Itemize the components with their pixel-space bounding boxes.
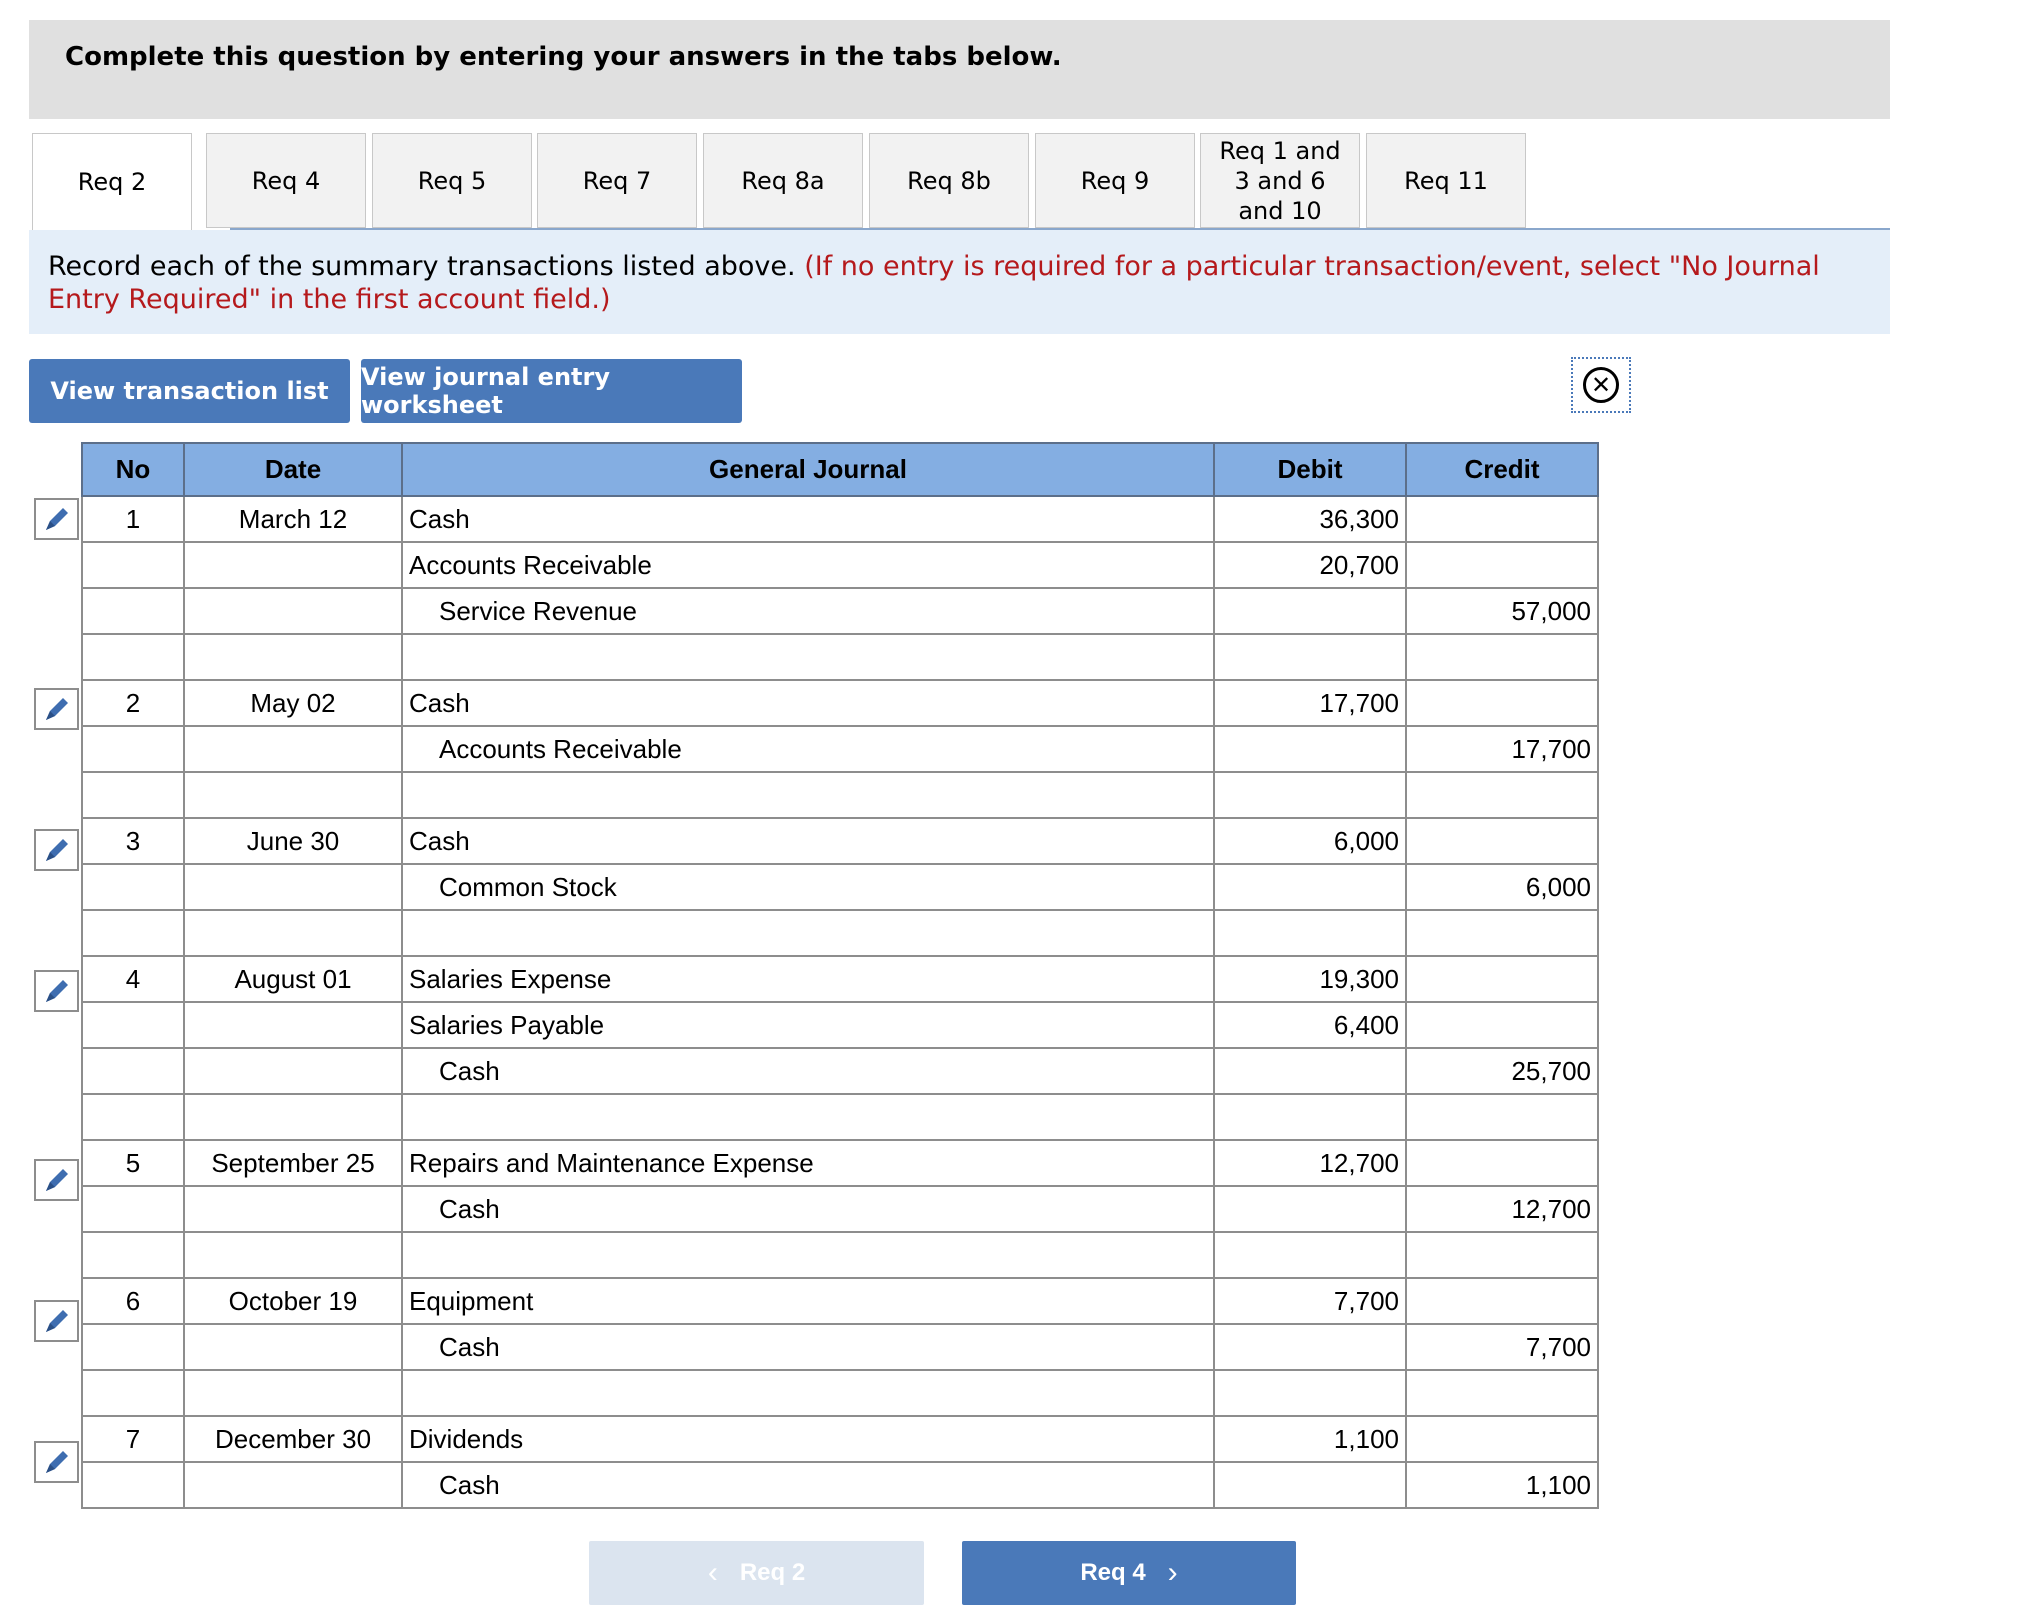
next-req-button[interactable] (962, 1541, 1296, 1605)
table-row (82, 772, 1598, 818)
edit-entry-4-button[interactable] (34, 970, 79, 1012)
table-row (82, 1324, 1598, 1370)
cell-no (82, 1048, 184, 1094)
cell-debit: 6,400 (1214, 1002, 1406, 1048)
edit-entry-6-button[interactable] (34, 1300, 79, 1342)
cell-date: March 12 (184, 496, 402, 542)
cell-date: August 01 (184, 956, 402, 1002)
edit-entry-5-button[interactable] (34, 1159, 79, 1201)
next-req-label: Req 4 (1080, 1559, 1146, 1586)
cell-account: Cash (402, 680, 1214, 726)
tab-req-1-3-6-10[interactable]: Req 1 and 3 and 6 and 10 (1200, 133, 1360, 228)
cell-date (184, 864, 402, 910)
cell-debit (1214, 1370, 1406, 1416)
table-row (82, 956, 1598, 1002)
cell-credit (1406, 772, 1598, 818)
cell-no: 6 (82, 1278, 184, 1324)
cell-debit (1214, 910, 1406, 956)
cell-date (184, 1094, 402, 1140)
table-row (82, 1186, 1598, 1232)
instructions-text (48, 250, 1878, 316)
instructions-note: (If no entry is required for a particular transaction/event, select "No Journal Entry Required" in the first account field.) (48, 251, 1820, 315)
cell-debit: 20,700 (1214, 542, 1406, 588)
cell-date (184, 1186, 402, 1232)
table-row (82, 1048, 1598, 1094)
edit-entry-2-button[interactable] (34, 688, 79, 730)
cell-credit (1406, 634, 1598, 680)
table-row (82, 542, 1598, 588)
cell-credit (1406, 1094, 1598, 1140)
banner-text: Complete this question by entering your answers in the tabs below. (65, 42, 1062, 72)
cell-debit (1214, 1094, 1406, 1140)
cell-account: Equipment (402, 1278, 1214, 1324)
cell-credit: 1,100 (1406, 1462, 1598, 1508)
cell-no (82, 772, 184, 818)
cell-credit: 17,700 (1406, 726, 1598, 772)
cell-no (82, 864, 184, 910)
cell-date (184, 1370, 402, 1416)
cell-credit (1406, 542, 1598, 588)
cell-account (402, 772, 1214, 818)
question-banner (29, 20, 1890, 119)
cell-no (82, 542, 184, 588)
cell-debit (1214, 726, 1406, 772)
cell-account: Cash (402, 496, 1214, 542)
cell-credit: 6,000 (1406, 864, 1598, 910)
cell-account (402, 1370, 1214, 1416)
cell-account: Common Stock (402, 864, 1214, 910)
table-row (82, 1140, 1598, 1186)
tab-req-8b[interactable]: Req 8b (869, 133, 1029, 228)
cell-debit (1214, 1324, 1406, 1370)
cell-debit: 6,000 (1214, 818, 1406, 864)
table-row (82, 1370, 1598, 1416)
cell-account: Service Revenue (402, 588, 1214, 634)
cell-no (82, 1462, 184, 1508)
cell-date (184, 588, 402, 634)
cell-debit (1214, 864, 1406, 910)
cell-no: 4 (82, 956, 184, 1002)
cell-debit: 36,300 (1214, 496, 1406, 542)
cell-debit: 19,300 (1214, 956, 1406, 1002)
tab-req-2[interactable]: Req 2 (32, 133, 192, 230)
cell-account (402, 634, 1214, 680)
tab-req-8a[interactable]: Req 8a (703, 133, 863, 228)
cell-debit (1214, 1048, 1406, 1094)
cell-debit (1214, 772, 1406, 818)
table-row (82, 634, 1598, 680)
cell-account: Accounts Receivable (402, 542, 1214, 588)
table-row (82, 1232, 1598, 1278)
cell-date (184, 910, 402, 956)
cell-credit: 25,700 (1406, 1048, 1598, 1094)
pencil-icon (42, 694, 72, 724)
cell-credit (1406, 956, 1598, 1002)
cell-debit (1214, 1232, 1406, 1278)
cell-account: Cash (402, 1324, 1214, 1370)
cell-credit: 57,000 (1406, 588, 1598, 634)
cell-no: 5 (82, 1140, 184, 1186)
chevron-left-icon: ‹ (707, 1556, 718, 1589)
general-journal-table (81, 442, 1599, 1509)
table-row (82, 1416, 1598, 1462)
cell-no (82, 1324, 184, 1370)
cell-date (184, 1462, 402, 1508)
cell-no (82, 1094, 184, 1140)
header-no: No (82, 443, 184, 496)
chevron-right-icon: › (1167, 1556, 1178, 1589)
table-row (82, 1462, 1598, 1508)
pencil-icon (42, 976, 72, 1006)
header-debit: Debit (1214, 443, 1406, 496)
cell-credit (1406, 1416, 1598, 1462)
table-row (82, 1094, 1598, 1140)
cell-date (184, 772, 402, 818)
cell-date: October 19 (184, 1278, 402, 1324)
cell-credit (1406, 1232, 1598, 1278)
cell-account: Cash (402, 818, 1214, 864)
cell-credit (1406, 910, 1598, 956)
view-transaction-list-button[interactable]: View transaction list (29, 359, 350, 423)
cell-debit (1214, 1186, 1406, 1232)
cell-debit: 12,700 (1214, 1140, 1406, 1186)
cell-credit (1406, 680, 1598, 726)
cell-no: 1 (82, 496, 184, 542)
cell-date (184, 1232, 402, 1278)
cell-date (184, 1048, 402, 1094)
cell-credit: 7,700 (1406, 1324, 1598, 1370)
header-credit: Credit (1406, 443, 1598, 496)
prev-req-label: Req 2 (739, 1559, 806, 1586)
cell-date: December 30 (184, 1416, 402, 1462)
cell-account: Cash (402, 1186, 1214, 1232)
cell-date (184, 726, 402, 772)
cell-credit (1406, 1140, 1598, 1186)
close-circle-icon: ✕ (1583, 367, 1619, 403)
edit-entry-7-button[interactable] (34, 1441, 79, 1483)
cell-debit (1214, 588, 1406, 634)
cell-no (82, 910, 184, 956)
cell-account: Dividends (402, 1416, 1214, 1462)
cell-no (82, 588, 184, 634)
tab-req-7[interactable]: Req 7 (537, 133, 697, 228)
cell-account: Cash (402, 1048, 1214, 1094)
header-general-journal: General Journal (402, 443, 1214, 496)
cell-no (82, 1002, 184, 1048)
prev-req-button[interactable] (589, 1541, 924, 1605)
cell-account: Cash (402, 1462, 1214, 1508)
cell-credit (1406, 1370, 1598, 1416)
cell-date (184, 1002, 402, 1048)
cell-account: Accounts Receivable (402, 726, 1214, 772)
cell-no: 7 (82, 1416, 184, 1462)
header-date: Date (184, 443, 402, 496)
cell-debit: 1,100 (1214, 1416, 1406, 1462)
cell-debit (1214, 634, 1406, 680)
cell-credit (1406, 1278, 1598, 1324)
cell-date (184, 634, 402, 680)
cell-date: September 25 (184, 1140, 402, 1186)
cell-credit (1406, 1002, 1598, 1048)
table-row (82, 1002, 1598, 1048)
cell-no (82, 1370, 184, 1416)
cell-account (402, 910, 1214, 956)
cell-credit (1406, 496, 1598, 542)
cell-date (184, 542, 402, 588)
view-journal-entry-worksheet-button[interactable]: View journal entry worksheet (361, 359, 742, 423)
cell-no (82, 726, 184, 772)
tab-req-5[interactable]: Req 5 (372, 133, 532, 228)
tab-req-9[interactable]: Req 9 (1035, 133, 1195, 228)
instructions-main: Record each of the summary transactions listed above. (48, 251, 796, 282)
cell-no (82, 634, 184, 680)
table-row (82, 726, 1598, 772)
pencil-icon (42, 1447, 72, 1477)
cell-no (82, 1186, 184, 1232)
edit-entry-1-button[interactable] (34, 498, 79, 540)
close-button[interactable] (1571, 357, 1631, 413)
cell-date: May 02 (184, 680, 402, 726)
cell-no: 3 (82, 818, 184, 864)
cell-credit: 12,700 (1406, 1186, 1598, 1232)
table-row (82, 818, 1598, 864)
table-row (82, 680, 1598, 726)
cell-account: Salaries Expense (402, 956, 1214, 1002)
cell-debit: 17,700 (1214, 680, 1406, 726)
cell-date (184, 1324, 402, 1370)
cell-account (402, 1232, 1214, 1278)
cell-credit (1406, 818, 1598, 864)
pencil-icon (42, 1165, 72, 1195)
tab-req-4[interactable]: Req 4 (206, 133, 366, 228)
cell-account: Repairs and Maintenance Expense (402, 1140, 1214, 1186)
table-row (82, 588, 1598, 634)
cell-no: 2 (82, 680, 184, 726)
table-header-row (82, 443, 1598, 496)
table-row (82, 1278, 1598, 1324)
cell-no (82, 1232, 184, 1278)
cell-account: Salaries Payable (402, 1002, 1214, 1048)
edit-entry-3-button[interactable] (34, 829, 79, 871)
tab-req-11[interactable]: Req 11 (1366, 133, 1526, 228)
cell-debit: 7,700 (1214, 1278, 1406, 1324)
table-row (82, 864, 1598, 910)
cell-account (402, 1094, 1214, 1140)
cell-debit (1214, 1462, 1406, 1508)
pencil-icon (42, 504, 72, 534)
table-row (82, 496, 1598, 542)
instructions-panel (29, 230, 1890, 334)
table-row (82, 910, 1598, 956)
pencil-icon (42, 835, 72, 865)
pencil-icon (42, 1306, 72, 1336)
cell-date: June 30 (184, 818, 402, 864)
